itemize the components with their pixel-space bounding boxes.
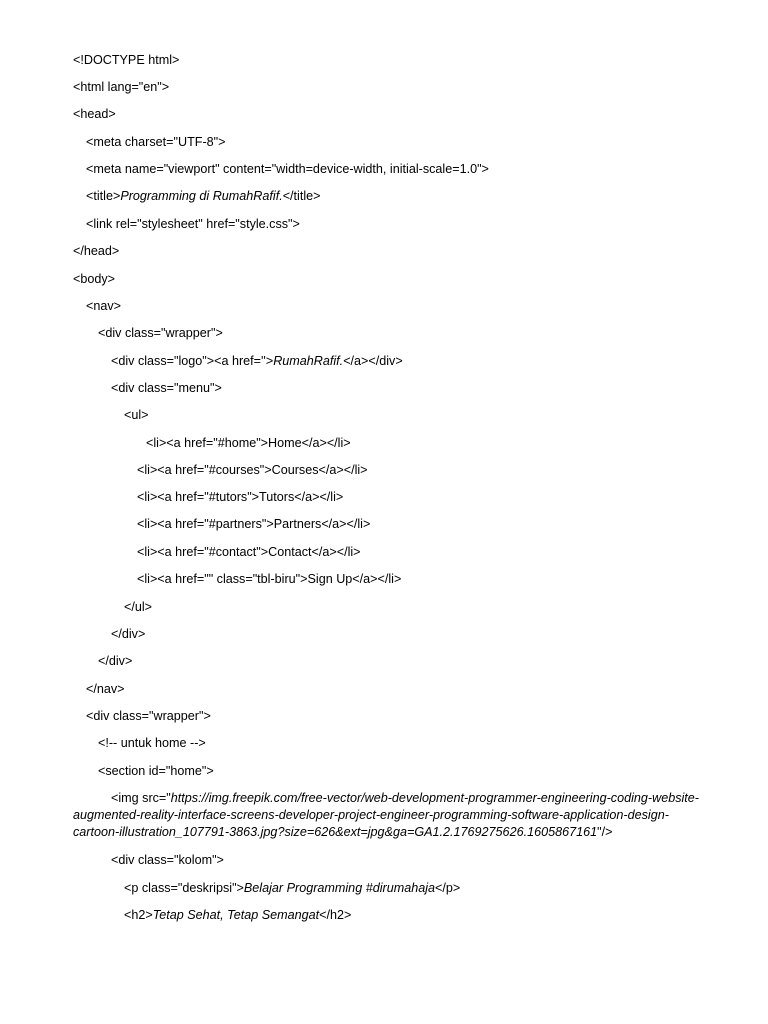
code-line [73, 462, 368, 479]
code-text: <div class="wrapper"> [86, 709, 211, 723]
code-line [73, 907, 351, 924]
code-line [73, 435, 351, 452]
italic-text: Belajar Programming #dirumahaja [243, 881, 436, 895]
code-line [73, 880, 460, 897]
code-line [73, 544, 361, 561]
code-line [73, 243, 119, 260]
code-line [73, 653, 132, 670]
code-text: <h2> [124, 908, 153, 922]
code-text: </div> [111, 627, 146, 641]
code-text: </nav> [86, 682, 125, 696]
code-text: <body> [73, 272, 116, 286]
code-text: </title> [282, 189, 321, 203]
code-line [73, 216, 300, 233]
code-text: <div class="logo"><a href=''> [111, 354, 274, 368]
code-text: </ul> [124, 600, 153, 614]
code-text: <ul> [124, 408, 149, 422]
code-line [73, 380, 222, 397]
code-text: <head> [73, 107, 116, 121]
code-line [73, 271, 115, 288]
code-line [73, 134, 225, 151]
code-line [73, 325, 223, 342]
code-text: <!-- untuk home --> [98, 736, 206, 750]
code-text: </div> [98, 654, 133, 668]
code-text: <p class="deskripsi"> [124, 881, 244, 895]
code-text: <section id="home"> [98, 764, 214, 778]
code-text: </h2> [319, 908, 352, 922]
code-text: <link rel="stylesheet" href="style.css"> [86, 217, 300, 231]
code-text: <!DOCTYPE html> [73, 53, 180, 67]
code-text: <meta name="viewport" content="width=device-width, initial-scale=1.0"> [86, 162, 489, 176]
code-line [73, 298, 121, 315]
italic-text: https://img.freepik.com/free-vector/web-development-programmer-engineering-coding-website-augmented-reality-interface-screens-developer-project-engineer-programming-software-application-design-cartoon-illustration_107791-3863.jpg?size=626&ext=jpg&ga=GA1.2.1769275626.1605867161 [73, 791, 700, 839]
italic-text: Programming di RumahRafif. [120, 189, 283, 203]
code-text: <meta charset="UTF-8"> [86, 135, 226, 149]
code-line [73, 571, 401, 588]
code-text: "/> [597, 825, 613, 839]
code-line [73, 353, 403, 370]
code-text: </p> [435, 881, 461, 895]
code-text: <title> [86, 189, 121, 203]
code-line [73, 681, 125, 698]
code-line [73, 79, 169, 96]
code-line [73, 161, 489, 178]
code-line [73, 489, 343, 506]
code-line [73, 708, 211, 725]
code-line [73, 407, 149, 424]
code-line [73, 852, 224, 869]
code-line [73, 790, 703, 841]
code-text: </a></div> [343, 354, 403, 368]
code-line [73, 106, 116, 123]
code-text: <li><a href="#tutors">Tutors</a></li> [137, 490, 344, 504]
code-text: <html lang="en"> [73, 80, 170, 94]
code-text: <img src=" [111, 791, 171, 805]
code-line [73, 52, 179, 69]
code-line [73, 188, 321, 205]
code-text: </head> [73, 244, 120, 258]
code-text: <li><a href="#contact">Contact</a></li> [137, 545, 361, 559]
code-text: <div class="wrapper"> [98, 326, 223, 340]
code-text: <li><a href="" class="tbl-biru">Sign Up</a></li> [137, 572, 402, 586]
code-text: <li><a href="#partners">Partners</a></li> [137, 517, 371, 531]
code-text: <nav> [86, 299, 122, 313]
code-line [73, 735, 206, 752]
code-line [73, 626, 145, 643]
code-line [73, 516, 370, 533]
italic-text: RumahRafif. [273, 354, 344, 368]
italic-text: Tetap Sehat, Tetap Semangat [152, 908, 320, 922]
code-text: <div class="kolom"> [111, 853, 224, 867]
code-text: <div class="menu"> [111, 381, 222, 395]
code-text: <li><a href="#courses">Courses</a></li> [137, 463, 368, 477]
code-line [73, 763, 214, 780]
code-line [73, 599, 152, 616]
code-text: <li><a href="#home">Home</a></li> [146, 436, 351, 450]
